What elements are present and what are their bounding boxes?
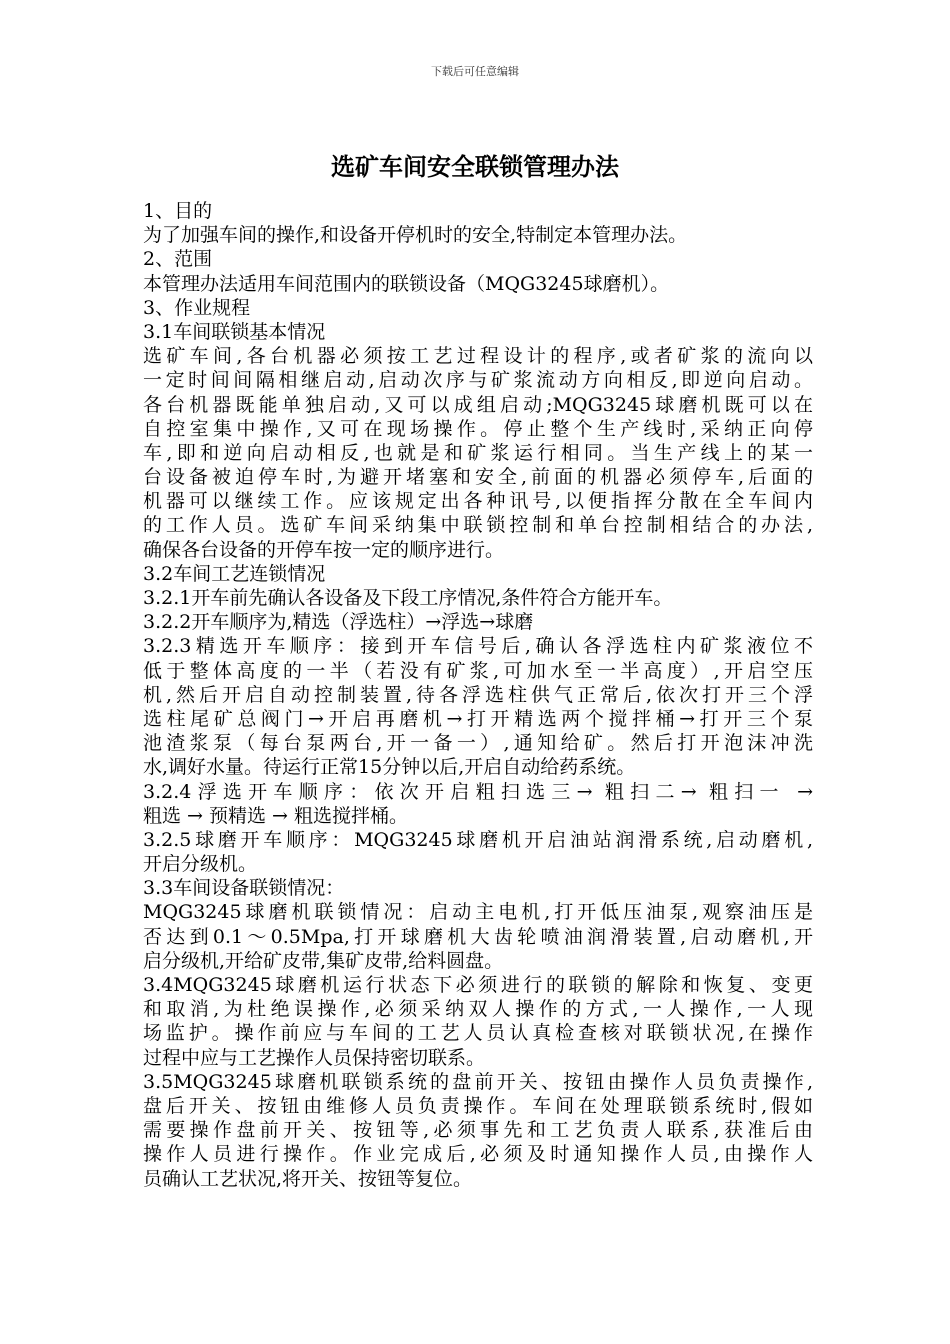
body-line: MQG3245球磨机联锁情况：启动主电机,打开低压油泵,观察油压是 (143, 901, 813, 924)
body-line: 3.3车间设备联锁情况： (143, 877, 345, 900)
body-line: 3.2.4浮选开车顺序：依次开启粗扫选三→ 粗扫二→ 粗扫一 → (143, 780, 813, 803)
body-line: 池渣浆泵（每台泵两台,开一备一）,通知给矿。然后打开泡沫冲洗 (143, 732, 813, 755)
body-line: 3.4MQG3245球磨机运行状态下必须进行的联锁的解除和恢复、变更 (143, 974, 813, 996)
body-line: 3.2.3精选开车顺序：接到开车信号后,确认各浮选柱内矿浆液位不 (143, 635, 813, 658)
body-line: 的工作人员。选矿车间采纳集中联锁控制和单台控制相结合的办法, (143, 514, 813, 537)
body-line: 员确认工艺状况,将开关、按钮等复位。 (143, 1167, 473, 1190)
document-title: 选矿车间安全联锁管理办法 (331, 152, 619, 181)
body-line: 否达到0.1～0.5Mpa,打开球磨机大齿轮喷油润滑装置,启动磨机,开 (143, 925, 813, 948)
body-line: 3.2.1开车前先确认各设备及下段工序情况,条件符合方能开车。 (143, 587, 673, 609)
body-line: 需要操作盘前开关、按钮等,必须事先和工艺负责人联系,获准后由 (143, 1119, 813, 1142)
body-line: 盘后开关、按钮由维修人员负责操作。车间在处理联锁系统时,假如 (143, 1094, 813, 1117)
body-line: 和取消,为杜绝误操作,必须采纳双人操作的方式,一人操作,一人现 (143, 998, 813, 1021)
body-line: 3.5MQG3245球磨机联锁系统的盘前开关、按钮由操作人员负责操作, (143, 1070, 813, 1093)
body-line: 3、作业规程 (143, 296, 251, 319)
body-line: 2、范围 (143, 248, 213, 271)
body-line: 1、目的 (143, 200, 213, 222)
body-line: 车,即和逆向启动相反,也就是和矿浆运行相同。当生产线上的某一 (143, 441, 813, 464)
body-line: 开启分级机。 (143, 853, 258, 876)
body-line: 过程中应与工艺操作人员保持密切联系。 (143, 1046, 486, 1069)
body-line: 本管理办法适用车间范围内的联锁设备（MQG3245球磨机）。 (143, 272, 670, 295)
body-line: 确保各台设备的开停车按一定的顺序进行。 (143, 538, 505, 561)
body-line: 一定时间间隔相继启动,启动次序与矿浆流动方向相反,即逆向启动。 (143, 369, 813, 392)
body-line: 机器可以继续工作。应该规定出各种讯号,以便指挥分散在全车间内 (143, 490, 813, 513)
body-line: 为了加强车间的操作,和设备开停机时的安全,特制定本管理办法。 (143, 224, 688, 247)
body-line: 选柱尾矿总阀门→开启再磨机→打开精选两个搅拌桶→打开三个泵 (143, 707, 813, 730)
body-line: 操作人员进行操作。作业完成后,必须及时通知操作人员,由操作人 (143, 1143, 813, 1166)
body-line: 选矿车间,各台机器必须按工艺过程设计的程序,或者矿浆的流向以 (143, 345, 813, 368)
body-line: 机,然后开启自动控制装置,待各浮选柱供气正常后,依次打开三个浮 (143, 683, 813, 706)
body-line: 场监护。操作前应与车间的工艺人员认真检查核对联锁状况,在操作 (143, 1022, 813, 1045)
body-line: 各台机器既能单独启动,又可以成组启动;MQG3245球磨机既可以在 (143, 393, 813, 416)
body-line: 3.2.2开车顺序为,精选（浮选柱）→浮选→球磨 (143, 611, 534, 634)
body-line: 水,调好水量。待运行正常15分钟以后,开启自动给药系统。 (143, 756, 636, 779)
body-line: 粗选 → 预精选 → 粗选搅拌桶。 (143, 804, 408, 827)
body-line: 启分级机,开给矿皮带,集矿皮带,给料圆盘。 (143, 949, 504, 972)
body-line: 3.2车间工艺连锁情况 (143, 562, 326, 585)
body-line: 低于整体高度的一半（若没有矿浆,可加水至一半高度）,开启空压 (143, 659, 813, 682)
body-line: 台设备被迫停车时,为避开堵塞和安全,前面的机器必须停车,后面的 (143, 466, 813, 489)
body-line: 自控室集中操作,又可在现场操作。停止整个生产线时,采纳正向停 (143, 417, 813, 440)
body-line: 3.1车间联锁基本情况 (143, 320, 326, 343)
body-line: 3.2.5球磨开车顺序：MQG3245球磨机开启油站润滑系统,启动磨机, (143, 828, 813, 851)
document-body (143, 199, 813, 1191)
page-header-note: 下载后可任意编辑 (431, 65, 519, 78)
